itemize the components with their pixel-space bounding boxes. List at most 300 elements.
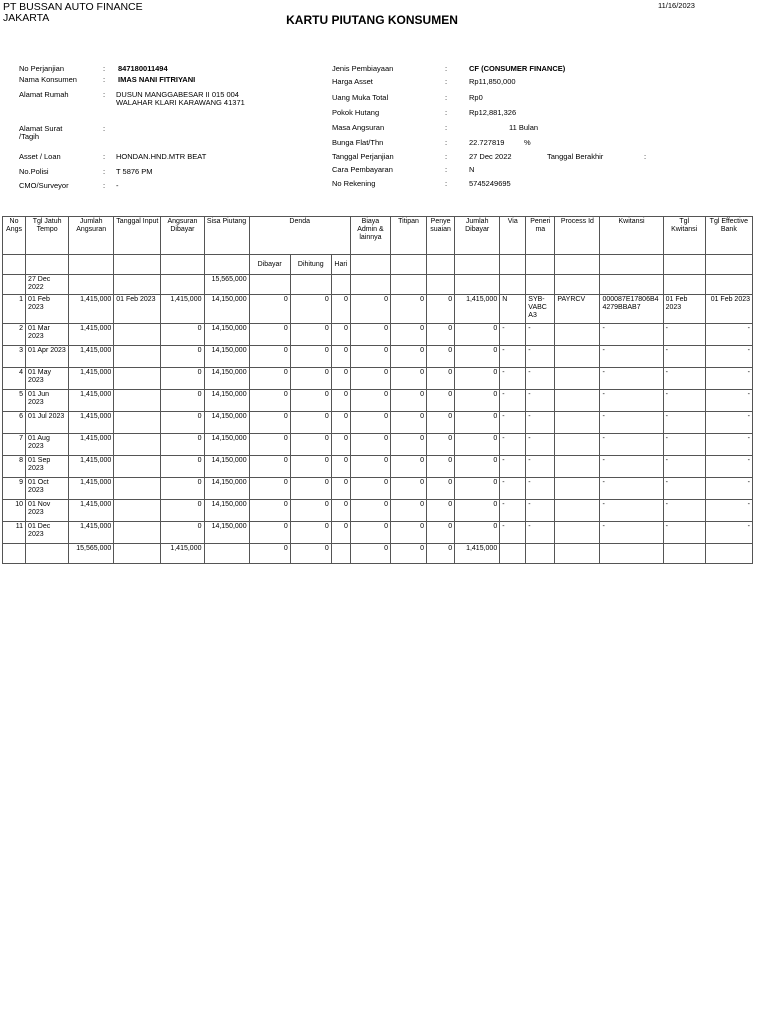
cell-denda-dihitung: 0 [290,456,331,478]
cell-titipan: 0 [390,478,426,500]
cell-kwitansi: - [600,412,663,434]
cell-denda-hari: 0 [331,434,350,456]
cell-angsuran-dibayar: 0 [161,456,204,478]
cmo-label: CMO/Surveyor [19,181,69,190]
cell-tgl-effective-bank: - [705,522,752,544]
cell-denda-hari: 0 [331,456,350,478]
cell-kwitansi: - [600,500,663,522]
cell-total-biaya-admin: 0 [350,544,390,564]
empty-cell [555,275,600,295]
tgl-berakhir-label: Tanggal Berakhir [547,152,604,161]
colon: : [445,152,448,161]
cell-denda-hari: 0 [331,295,350,324]
masa-value: 11 Bulan [509,123,539,132]
empty-cell [663,544,705,564]
cell-penerima: - [526,456,555,478]
cell-tgl-kwitansi: - [663,478,705,500]
cell-tgl-kwitansi: - [663,522,705,544]
denda-dihitung-header: Dihitung [290,255,331,275]
cell-tgl-effective-bank: - [705,500,752,522]
cell-titipan: 0 [390,456,426,478]
company-line-2: JAKARTA [3,12,50,24]
cell-tgl-jatuh-tempo: 01 Jun 2023 [26,390,69,412]
pokok-value: Rp12,881,326 [469,108,517,117]
cell-biaya-admin: 0 [350,324,390,346]
empty-cell [26,544,69,564]
cell-via: - [500,368,526,390]
cell-denda-hari: 0 [331,390,350,412]
cell-titipan: 0 [390,522,426,544]
cell-sisa-piutang: 14,150,000 [204,346,249,368]
cell-sisa-piutang: 14,150,000 [204,478,249,500]
cell-kwitansi: - [600,324,663,346]
cell-tgl-kwitansi: - [663,390,705,412]
cell-tgl-effective-bank: - [705,412,752,434]
table-header [3,217,753,255]
cell-process-id [555,412,600,434]
cell-no-angs: 8 [3,456,26,478]
cell-no-angs: 4 [3,368,26,390]
bunga-value: 22.727819 [469,138,505,147]
jenis-label: Jenis Pembiayaan [332,64,394,73]
cell-kwitansi: - [600,478,663,500]
empty-cell [390,255,426,275]
cell-via: - [500,390,526,412]
cell-jumlah-angsuran: 1,415,000 [69,346,114,368]
empty-cell [390,275,426,295]
cell-via: - [500,412,526,434]
cell-tgl-effective-bank: - [705,346,752,368]
cell-biaya-admin: 0 [350,478,390,500]
empty-cell [705,255,752,275]
empty-cell [114,255,161,275]
colon: : [445,138,448,147]
no-perjanjian: 847180011494 [118,64,168,73]
empty-cell [526,275,555,295]
col-tgl-jatuh-tempo: Tgl Jatuh Tempo [26,217,69,255]
cell-penerima: - [526,346,555,368]
empty-cell [69,255,114,275]
colon: : [445,165,448,174]
tgl-perjanjian-value: 27 Dec 2022 [469,152,512,161]
cell-kwitansi: - [600,390,663,412]
colon: : [103,64,106,73]
harga-value: Rp11,850,000 [469,77,516,86]
cell-denda-dihitung: 0 [290,478,331,500]
col-via: Via [500,217,526,255]
cell-tgl-jatuh-tempo: 01 Dec 2023 [26,522,69,544]
cell-tanggal-input [114,434,161,456]
cell-biaya-admin: 0 [350,434,390,456]
cell-no-angs: 6 [3,412,26,434]
cell-denda-hari: 0 [331,346,350,368]
asset-value: HONDAN.HND.MTR BEAT [116,152,207,161]
cell-tanggal-input: 01 Feb 2023 [114,295,161,324]
tgl-perjanjian-label: Tanggal Perjanjian [332,152,394,161]
cell-kwitansi: 000087E17806B44279BBAB7 [600,295,663,324]
cell-denda-dihitung: 0 [290,522,331,544]
cell-tanggal-input [114,390,161,412]
cell-tgl-kwitansi: - [663,434,705,456]
colon: : [644,152,647,161]
cell-tgl-effective-bank: - [705,368,752,390]
alamat-rumah-2: WALAHAR KLARI KARAWANG 41371 [116,98,245,107]
cell-penyesuaian: 0 [427,295,455,324]
col-angsuran-dibayar: Angsuran Dibayar [161,217,204,255]
alamat-rumah-1: DUSUN MANGGABESAR II 015 004 [116,90,239,99]
colon: : [103,75,106,84]
company-line-1: PT BUSSAN AUTO FINANCE [3,1,143,13]
empty-cell [331,544,350,564]
empty-cell [3,275,26,295]
cell-tgl-jatuh-tempo: 01 Oct 2023 [26,478,69,500]
cell-biaya-admin: 0 [350,346,390,368]
cell-jumlah-angsuran: 1,415,000 [69,412,114,434]
cell-jumlah-dibayar: 0 [455,500,500,522]
nama-konsumen: IMAS NANI FITRIYANI [118,75,196,84]
empty-cell [555,255,600,275]
cell-process-id [555,478,600,500]
cell-titipan: 0 [390,346,426,368]
col-denda: Denda [249,217,350,255]
cell-angsuran-dibayar: 0 [161,390,204,412]
cell-angsuran-dibayar: 1,415,000 [161,295,204,324]
table-row [3,456,753,478]
cell-titipan: 0 [390,390,426,412]
cell-penerima: - [526,522,555,544]
cell-jumlah-dibayar: 0 [455,412,500,434]
rekening-value: 5745249695 [469,179,511,188]
cell-no-angs: 9 [3,478,26,500]
cell-angsuran-dibayar: 0 [161,346,204,368]
cell-denda-dihitung: 0 [290,500,331,522]
empty-cell [114,544,161,564]
cell-process-id: PAYRCV [555,295,600,324]
cell-denda-dibayar: 0 [249,500,290,522]
cell-tgl-jatuh-tempo: 01 Nov 2023 [26,500,69,522]
cell-sisa-piutang: 14,150,000 [204,368,249,390]
cell-titipan: 0 [390,500,426,522]
cell-penerima: - [526,500,555,522]
cell-kwitansi: - [600,434,663,456]
cell-titipan: 0 [390,368,426,390]
cell-titipan: 0 [390,434,426,456]
empty-cell [3,255,26,275]
cell-process-id [555,346,600,368]
cell-total-jumlah-angsuran: 15,565,000 [69,544,114,564]
cell-kwitansi: - [600,522,663,544]
cell-tanggal-input [114,456,161,478]
colon: : [103,167,106,176]
cell-angsuran-dibayar: 0 [161,324,204,346]
cell-tgl-jatuh-tempo: 01 Jul 2023 [26,412,69,434]
cell-jumlah-dibayar: 0 [455,478,500,500]
col-no-angs: No Angs [3,217,26,255]
cell-sisa-piutang: 14,150,000 [204,324,249,346]
cell-tanggal-input [114,346,161,368]
empty-cell [427,275,455,295]
table-row [3,412,753,434]
cell-jumlah-angsuran: 1,415,000 [69,478,114,500]
cell-jumlah-dibayar: 0 [455,456,500,478]
cell-denda-dihitung: 0 [290,412,331,434]
col-tgl-effective-bank: Tgl Effective Bank [705,217,752,255]
cell-process-id [555,456,600,478]
cell-tgl-kwitansi: - [663,368,705,390]
alamat-surat-label-2: /Tagih [19,132,40,141]
empty-cell [331,275,350,295]
cell-jumlah-angsuran: 1,415,000 [69,324,114,346]
cell-tgl-jatuh-tempo: 01 Aug 2023 [26,434,69,456]
col-tanggal-input: Tanggal Input [114,217,161,255]
cell-penerima: SYB-VABC A3 [526,295,555,324]
cell-total-titipan: 0 [390,544,426,564]
empty-cell [161,275,204,295]
cell-tanggal-input [114,522,161,544]
table-body [3,255,753,564]
table-row [3,500,753,522]
empty-cell [526,255,555,275]
cell-biaya-admin: 0 [350,500,390,522]
harga-label: Harga Asset [332,77,373,86]
cell-penerima: - [526,434,555,456]
colon: : [445,64,448,73]
cell-jumlah-dibayar: 0 [455,434,500,456]
alamat-surat-label-1: Alamat Surat [19,124,63,133]
cell-process-id [555,522,600,544]
cell-tanggal-input [114,478,161,500]
cell-penerima: - [526,478,555,500]
cell-via: - [500,522,526,544]
empty-cell [500,275,526,295]
cell-denda-hari: 0 [331,324,350,346]
cell-tgl-kwitansi: - [663,500,705,522]
cell-denda-hari: 0 [331,412,350,434]
cell-angsuran-dibayar: 0 [161,368,204,390]
cell-kwitansi: - [600,456,663,478]
cell-jumlah-dibayar: 0 [455,522,500,544]
cell-sisa-piutang: 14,150,000 [204,412,249,434]
colon: : [445,93,448,102]
nama-konsumen-label: Nama Konsumen [19,75,77,84]
nopolisi-value: T 5876 PM [116,167,153,176]
cell-tgl-jatuh-tempo: 01 Sep 2023 [26,456,69,478]
cell-no-angs: 7 [3,434,26,456]
cell-jumlah-angsuran: 1,415,000 [69,295,114,324]
cell-tanggal-input [114,368,161,390]
cell-tgl-effective-bank: - [705,456,752,478]
cell-penyesuaian: 0 [427,412,455,434]
cell-total-jumlah-dibayar: 1,415,000 [455,544,500,564]
cell-jumlah-angsuran: 1,415,000 [69,368,114,390]
cell-denda-dihitung: 0 [290,434,331,456]
empty-cell [161,255,204,275]
cell-tanggal-input [114,324,161,346]
cell-jumlah-angsuran: 1,415,000 [69,434,114,456]
rekening-label: No Rekening [332,179,376,188]
cell-denda-dihitung: 0 [290,368,331,390]
cell-biaya-admin: 0 [350,456,390,478]
cell-sisa-piutang: 14,150,000 [204,434,249,456]
cell-denda-hari: 0 [331,500,350,522]
jenis-value: CF (CONSUMER FINANCE) [469,64,566,73]
cell-penyesuaian: 0 [427,390,455,412]
colon: : [445,108,448,117]
cell-tanggal-input [114,412,161,434]
cell-denda-dibayar: 0 [249,456,290,478]
cell-denda-dihitung: 0 [290,324,331,346]
cell-biaya-admin: 0 [350,368,390,390]
cell-process-id [555,434,600,456]
table-row [3,295,753,324]
cell-denda-dibayar: 0 [249,412,290,434]
cell-biaya-admin: 0 [350,522,390,544]
empty-cell [350,255,390,275]
table-row [3,368,753,390]
cell-via: - [500,456,526,478]
cell-tgl-effective-bank: - [705,478,752,500]
colon: : [103,90,106,99]
cell-process-id [555,368,600,390]
empty-cell [455,275,500,295]
cell-tgl-jatuh-tempo: 01 Apr 2023 [26,346,69,368]
table-row [3,324,753,346]
cell-denda-dibayar: 0 [249,295,290,324]
denda-hari-header: Hari [331,255,350,275]
cara-label: Cara Pembayaran [332,165,393,174]
empty-cell [526,544,555,564]
cell-penerima: - [526,390,555,412]
empty-cell [455,255,500,275]
cell-via: - [500,434,526,456]
empty-cell [600,275,663,295]
col-jumlah-angsuran: Jumlah Angsuran [69,217,114,255]
colon: : [103,181,106,190]
cell-tgl-effective-bank: - [705,390,752,412]
col-biaya-admin: Biaya Admin & lainnya [350,217,390,255]
cell-via: - [500,500,526,522]
cell-jumlah-dibayar: 0 [455,324,500,346]
cell-titipan: 0 [390,412,426,434]
cell-total-denda-dihitung: 0 [290,544,331,564]
cell-tgl-jatuh-tempo: 01 May 2023 [26,368,69,390]
cell-penerima: - [526,324,555,346]
cell-jumlah-angsuran: 1,415,000 [69,456,114,478]
table-row-totals [3,544,753,564]
uang-muka-value: Rp0 [469,93,483,102]
cell-sisa-piutang: 14,150,000 [204,390,249,412]
empty-cell [114,275,161,295]
cara-value: N [469,165,475,174]
col-titipan: Titipan [390,217,426,255]
cell-via: - [500,346,526,368]
cell-via: - [500,478,526,500]
masa-label: Masa Angsuran [332,123,385,132]
cell-no-angs: 5 [3,390,26,412]
cell-tgl-kwitansi: - [663,324,705,346]
table-row-opening [3,275,753,295]
cell-denda-dihitung: 0 [290,390,331,412]
page-title: KARTU PIUTANG KONSUMEN [286,13,458,27]
cell-kwitansi: - [600,346,663,368]
cmo-value: - [116,181,119,190]
cell-jumlah-dibayar: 0 [455,368,500,390]
cell-jumlah-angsuran: 1,415,000 [69,522,114,544]
cell-sisa-piutang: 14,150,000 [204,295,249,324]
cell-tgl-jatuh-tempo: 01 Mar 2023 [26,324,69,346]
bunga-unit: % [524,138,531,147]
table-row [3,478,753,500]
cell-tgl-jatuh-tempo: 01 Feb 2023 [26,295,69,324]
table-row [3,346,753,368]
installment-table [2,216,753,564]
col-penyesuaian: Penye suaian [427,217,455,255]
cell-penyesuaian: 0 [427,324,455,346]
cell-denda-dibayar: 0 [249,434,290,456]
cell-penyesuaian: 0 [427,346,455,368]
cell-denda-dibayar: 0 [249,346,290,368]
cell-via: N [500,295,526,324]
empty-cell [26,255,69,275]
cell-tgl-jatuh-tempo: 27 Dec 2022 [26,275,69,295]
cell-tgl-kwitansi: 01 Feb 2023 [663,295,705,324]
alamat-rumah-label: Alamat Rumah [19,90,69,99]
cell-via: - [500,324,526,346]
cell-penyesuaian: 0 [427,434,455,456]
colon: : [445,179,448,188]
colon: : [445,77,448,86]
cell-tgl-effective-bank: - [705,434,752,456]
empty-cell [600,544,663,564]
cell-process-id [555,500,600,522]
no-perjanjian-label: No Perjanjian [19,64,65,73]
empty-cell [663,275,705,295]
cell-penyesuaian: 0 [427,522,455,544]
cell-sisa-piutang: 14,150,000 [204,500,249,522]
empty-cell [69,275,114,295]
cell-tgl-effective-bank: - [705,324,752,346]
cell-denda-dihitung: 0 [290,295,331,324]
cell-denda-hari: 0 [331,368,350,390]
cell-denda-dibayar: 0 [249,368,290,390]
cell-jumlah-angsuran: 1,415,000 [69,500,114,522]
denda-dibayar-header: Dibayar [249,255,290,275]
print-date: 11/16/2023 [658,1,695,10]
empty-cell [427,255,455,275]
empty-cell [500,255,526,275]
cell-no-angs: 11 [3,522,26,544]
cell-total-angsuran-dibayar: 1,415,000 [161,544,204,564]
cell-no-angs: 10 [3,500,26,522]
empty-cell [555,544,600,564]
empty-cell [249,275,290,295]
colon: : [445,123,448,132]
cell-no-angs: 2 [3,324,26,346]
cell-sisa-piutang: 15,565,000 [204,275,249,295]
cell-biaya-admin: 0 [350,412,390,434]
table-subheader-row [3,255,753,275]
col-jumlah-dibayar: Jumlah Dibayar [455,217,500,255]
col-penerima: Peneri ma [526,217,555,255]
cell-jumlah-dibayar: 0 [455,346,500,368]
cell-denda-hari: 0 [331,478,350,500]
cell-process-id [555,324,600,346]
cell-angsuran-dibayar: 0 [161,412,204,434]
empty-cell [705,544,752,564]
empty-cell [350,275,390,295]
cell-no-angs: 1 [3,295,26,324]
cell-sisa-piutang: 14,150,000 [204,522,249,544]
